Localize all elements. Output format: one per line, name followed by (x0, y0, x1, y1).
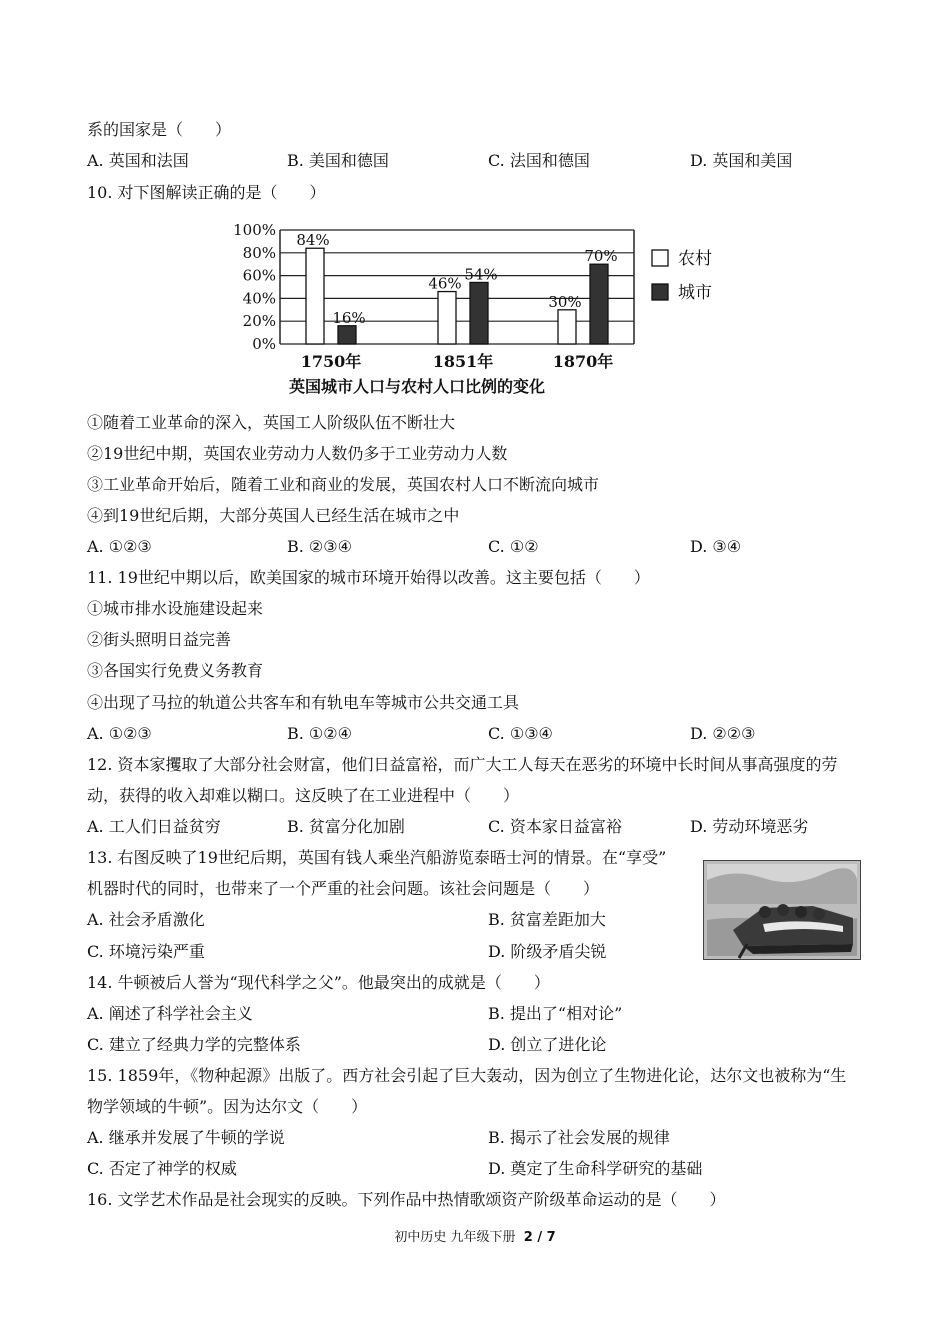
thames-steamboat-photo (703, 860, 861, 960)
q9-option-c: C. 法国和德国 (488, 151, 590, 170)
q11-statement-1: ①城市排水设施建设起来 (87, 599, 264, 618)
chart-x-ticks (301, 352, 614, 371)
bar-data-label: 54% (464, 265, 498, 284)
q11-option-b: B. ①②④ (287, 724, 352, 743)
page-number: 2 / 7 (523, 1230, 556, 1245)
footer-label: 初中历史 九年级下册 (394, 1230, 516, 1245)
q12-option-a: A. 工人们日益贫穷 (87, 817, 221, 836)
q10-statement-4: ④到19世纪后期，大部分英国人已经生活在城市之中 (87, 506, 460, 525)
q10-option-b: B. ②③④ (287, 537, 352, 556)
question-11-stem: 11. 19世纪中期以后，欧美国家的城市环境开始得以改善。这主要包括（ ） (87, 568, 650, 587)
question-12-stem-line-2: 动，获得的收入却难以糊口。这反映了在工业进程中（ ） (87, 786, 520, 805)
y-tick-label: 80% (242, 243, 276, 262)
q11-option-a: A. ①②③ (87, 724, 152, 743)
q13-option-d: D. 阶级矛盾尖锐 (488, 942, 607, 961)
chart-bars (296, 231, 617, 344)
population-bar-chart (228, 212, 728, 402)
q11-statement-4: ④出现了马拉的轨道公共客车和有轨电车等城市公共交通工具 (87, 693, 520, 712)
q9-option-b: B. 美国和德国 (287, 151, 389, 170)
bar-data-label: 30% (548, 292, 582, 311)
q10-statement-2: ②19世纪中期，英国农业劳动力人数仍多于工业劳动力人数 (87, 444, 508, 463)
q10-option-c: C. ①② (488, 537, 539, 556)
y-tick-label: 20% (242, 312, 276, 331)
q9-option-d: D. 英国和美国 (690, 151, 793, 170)
bar-rural (438, 292, 456, 344)
q11-statement-3: ③各国实行免费义务教育 (87, 661, 264, 680)
bar-urban (470, 282, 488, 344)
q9-option-a: A. 英国和法国 (87, 151, 189, 170)
legend-swatch (652, 284, 668, 300)
question-15-stem-line-2: 物学领域的牛顿”。因为达尔文（ ） (87, 1097, 368, 1116)
q13-option-a: A. 社会矛盾激化 (87, 910, 205, 929)
q15-option-b: B. 揭示了社会发展的规律 (488, 1128, 670, 1147)
legend-label: 城市 (678, 283, 712, 303)
bar-data-label: 70% (584, 247, 618, 266)
page-footer (0, 1229, 950, 1247)
q15-option-d: D. 奠定了生命科学研究的基础 (488, 1159, 703, 1178)
q10-option-d: D. ③④ (690, 537, 742, 556)
legend-swatch (652, 250, 668, 266)
q15-option-c: C. 否定了神学的权威 (87, 1159, 237, 1178)
q11-option-d: D. ②②③ (690, 724, 756, 743)
q11-statement-2: ②街头照明日益完善 (87, 630, 232, 649)
question-12-stem-line-1: 12. 资本家攫取了大部分社会财富，他们日益富裕，而广大工人每天在恶劣的环境中长时间从事高强度的劳 (87, 755, 838, 774)
question-9-tail: 系的国家是（ ） (87, 120, 232, 139)
q12-option-d: D. 劳动环境恶劣 (690, 817, 809, 836)
q14-option-c: C. 建立了经典力学的完整体系 (87, 1035, 301, 1054)
q15-option-a: A. 继承并发展了牛顿的学说 (87, 1128, 285, 1147)
question-13-stem-line-2: 机器时代的同时，也带来了一个严重的社会问题。该社会问题是（ ） (87, 879, 600, 898)
y-tick-label: 40% (242, 289, 276, 308)
x-tick-label: 1851年 (432, 352, 494, 371)
x-tick-label: 1750年 (300, 352, 362, 371)
q13-option-c: C. 环境污染严重 (87, 942, 205, 961)
legend-label: 农村 (678, 249, 712, 269)
bar-urban (590, 264, 608, 344)
q10-option-a: A. ①②③ (87, 537, 152, 556)
bar-data-label: 16% (332, 308, 366, 327)
y-tick-label: 100% (233, 221, 276, 239)
chart-title: 英国城市人口与农村人口比例的变化 (288, 377, 546, 396)
bar-data-label: 84% (296, 231, 330, 250)
q10-statement-3: ③工业革命开始后，随着工业和商业的发展，英国农村人口不断流向城市 (87, 475, 600, 494)
bar-rural (306, 248, 324, 344)
y-tick-label: 60% (242, 266, 276, 285)
question-16-stem: 16. 文学艺术作品是社会现实的反映。下列作品中热情歌颂资产阶级革命运动的是（ ） (87, 1190, 726, 1209)
x-tick-label: 1870年 (552, 352, 614, 371)
question-10-stem: 10. 对下图解读正确的是（ ） (87, 183, 326, 202)
q14-option-d: D. 创立了进化论 (488, 1035, 607, 1054)
q14-option-b: B. 提出了“相对论” (488, 1004, 623, 1023)
q12-option-b: B. 贫富分化加剧 (287, 817, 405, 836)
q14-option-a: A. 阐述了科学社会主义 (87, 1004, 253, 1023)
chart-legend (652, 249, 712, 303)
question-14-stem: 14. 牛顿被后人誉为“现代科学之父”。他最突出的成就是（ ） (87, 973, 550, 992)
question-13-stem-line-1: 13. 右图反映了19世纪后期，英国有钱人乘坐汽船游览泰晤士河的情景。在“享受” (87, 848, 667, 867)
y-tick-label: 0% (252, 335, 276, 353)
bar-data-label: 46% (428, 274, 462, 293)
q13-option-b: B. 贫富差距加大 (488, 910, 606, 929)
bar-rural (558, 310, 576, 344)
question-15-stem-line-1: 15. 1859年，《物种起源》出版了。西方社会引起了巨大轰动，因为创立了生物进化论，达尔文也被称为“生 (87, 1066, 847, 1085)
bar-urban (338, 326, 356, 344)
q11-option-c: C. ①③④ (488, 724, 553, 743)
q10-statement-1: ①随着工业革命的深入，英国工人阶级队伍不断壮大 (87, 413, 456, 432)
q12-option-c: C. 资本家日益富裕 (488, 817, 622, 836)
chart-y-ticks (233, 221, 276, 353)
